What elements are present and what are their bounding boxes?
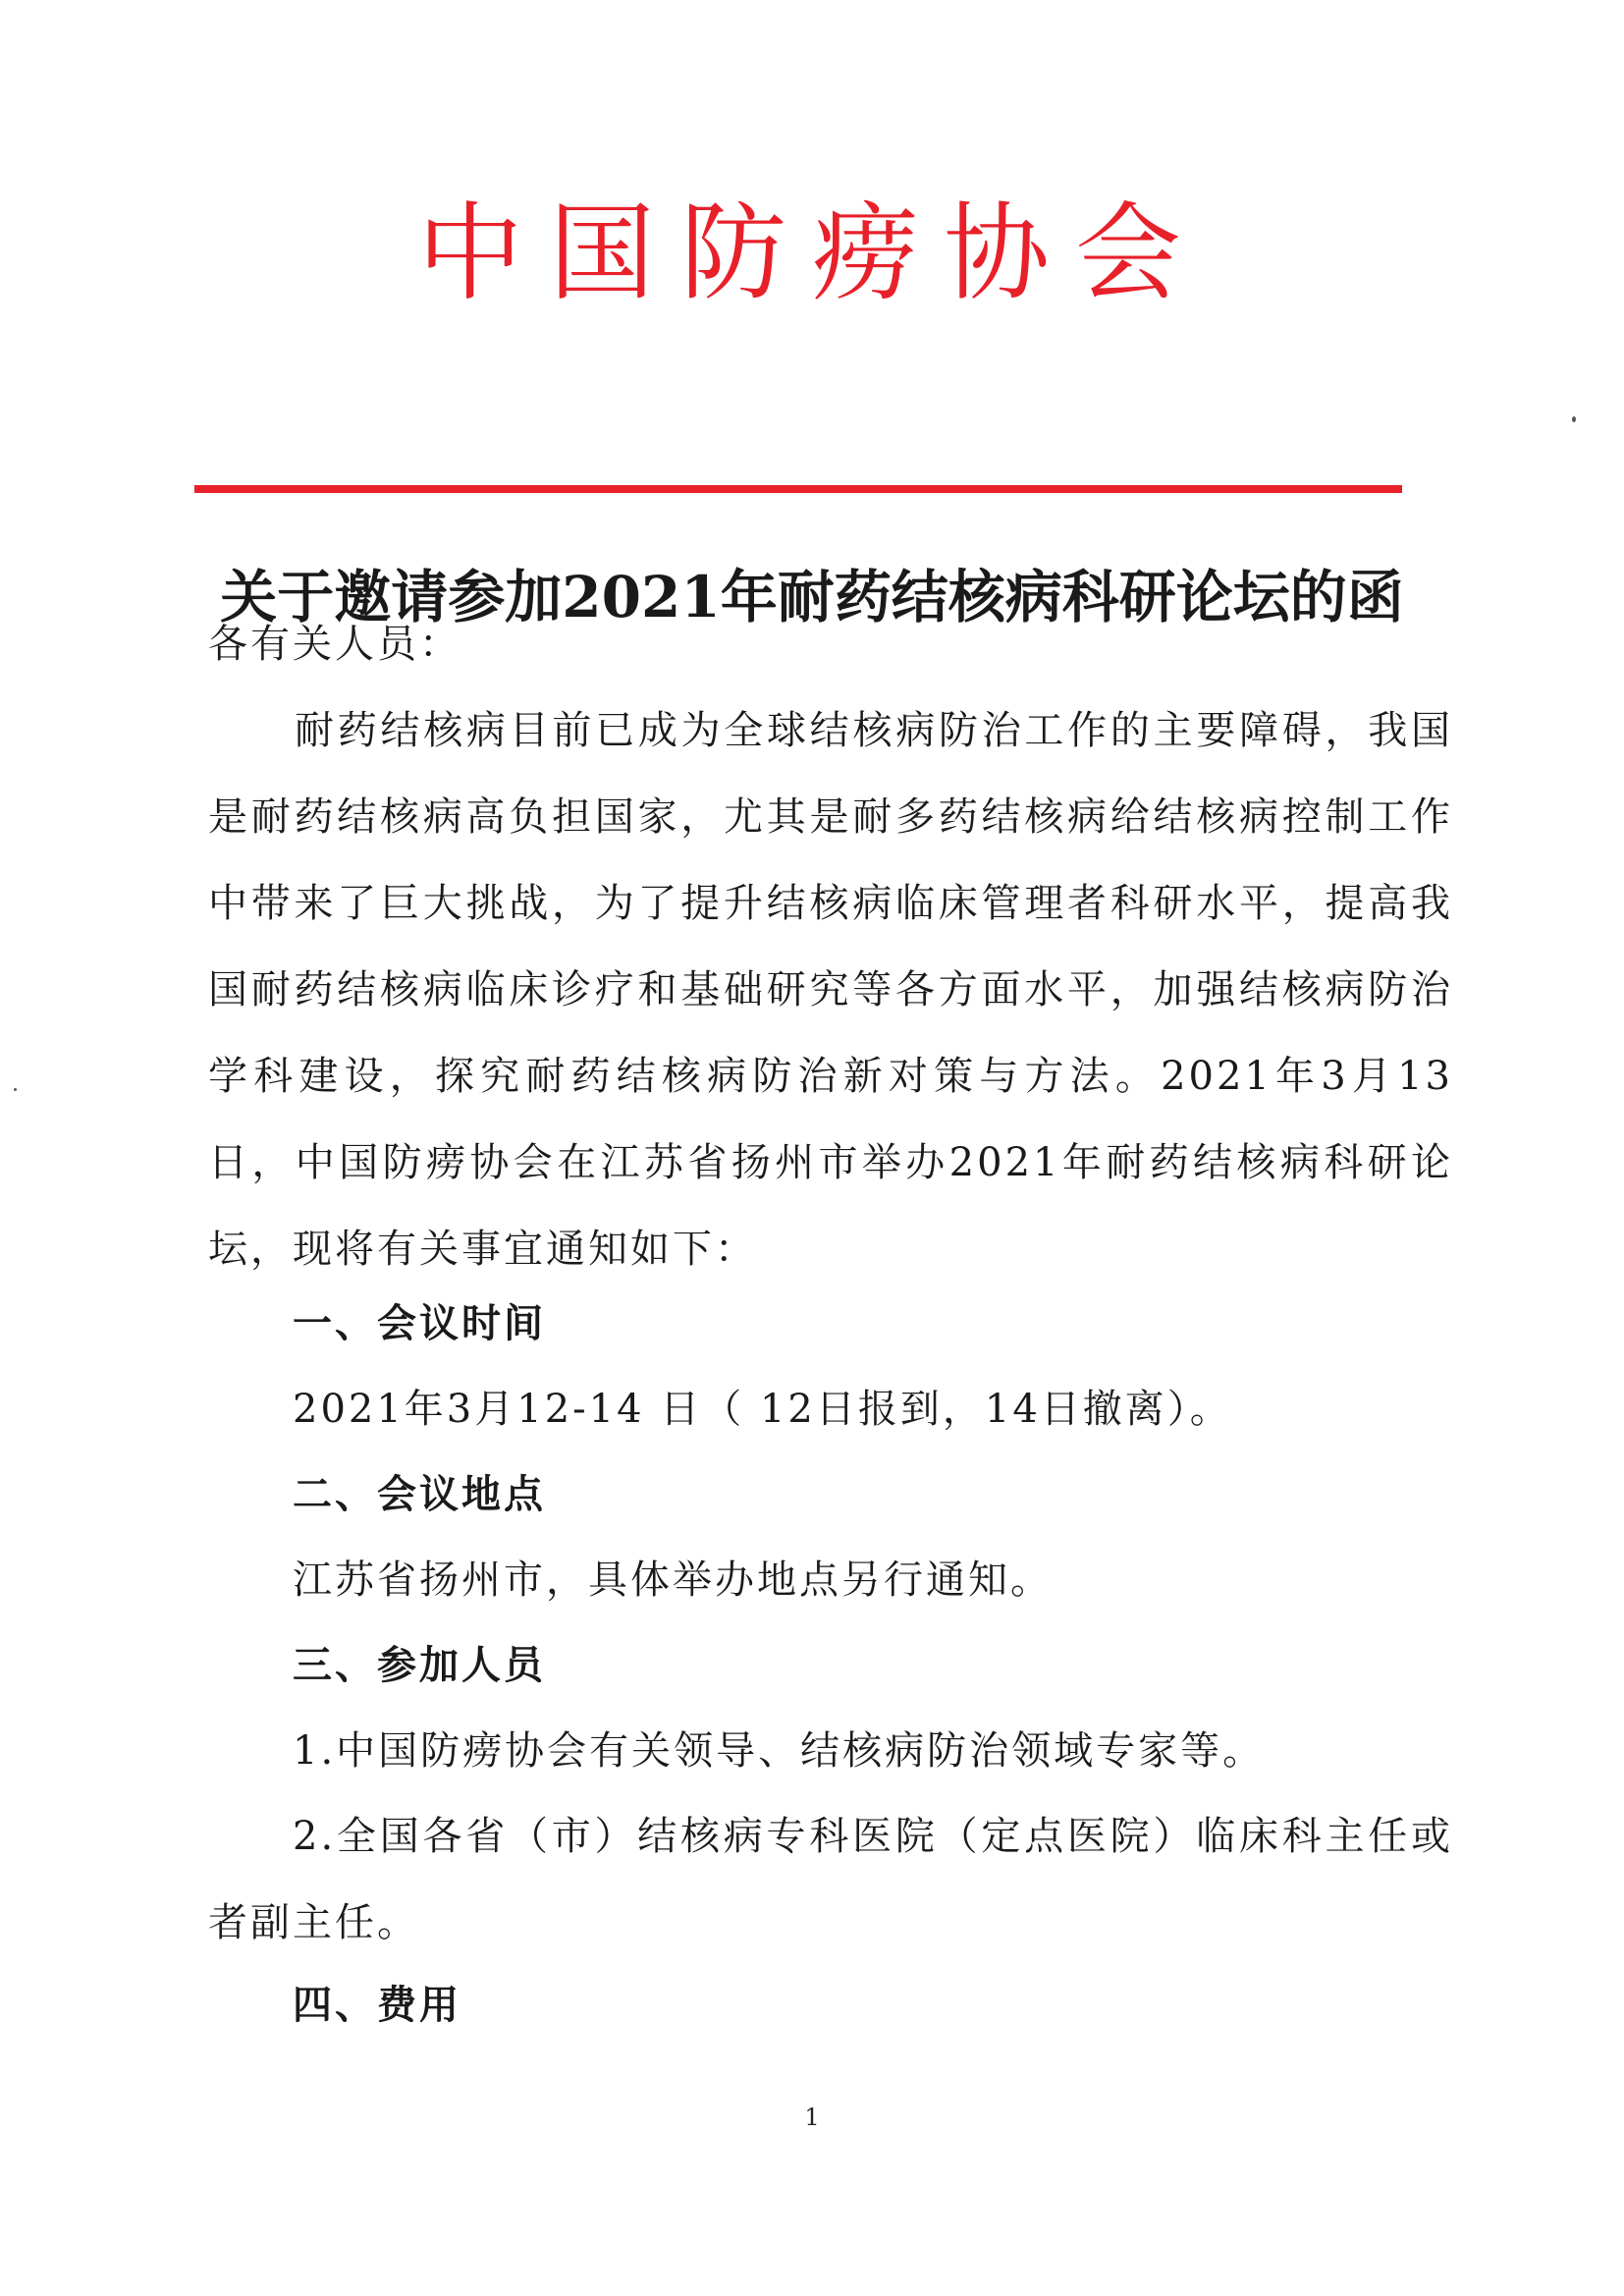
intro-paragraph: 耐药结核病目前已成为全球结核病防治工作的主要障碍，我国是耐药结核病高负担国家，尤其是耐多药结核病给结核病控制工作中带来了巨大挑战，为了提升结核病临床管理者科研水平，提高我国耐药结核病临床诊疗和基础研究等各方面水平，加强结核病防治学科建设，探究耐药结核病防治新对策与方法。2021年3月13日，中国防痨协会在江苏省扬州市举办2021年耐药结核病科研论坛，现将有关事宜通知如下：: [208, 708, 1453, 1272]
section-heading-location: 二、会议地点: [293, 1472, 546, 1517]
section-heading-time: 一、会议时间: [293, 1301, 546, 1346]
salutation: 各有关人员：: [208, 622, 461, 667]
section-heading-participants: 三、参加人员: [293, 1643, 546, 1688]
scan-speck: [1572, 416, 1576, 422]
scan-speck: [14, 1088, 17, 1091]
section-text-participants-2: 2.全国各省（市）结核病专科医院（定点医院）临床科主任或者副主任。: [208, 1814, 1453, 1945]
section-text-participants-1: 1.中国防痨协会有关领导、结核病防治领域专家等。: [293, 1728, 1266, 1774]
section-text-time: 2021年3月12-14 日（ 12日报到，14日撤离）。: [293, 1387, 1232, 1432]
section-text-location: 江苏省扬州市，具体举办地点另行通知。: [293, 1558, 1053, 1603]
page-number: 1: [804, 2104, 820, 2131]
org-header: 中国防痨协会: [416, 192, 1207, 315]
section-heading-fees: 四、费用: [293, 1983, 461, 2028]
document-title: 关于邀请参加2021年耐药结核病科研论坛的函: [220, 563, 1404, 630]
red-divider: [194, 485, 1402, 493]
